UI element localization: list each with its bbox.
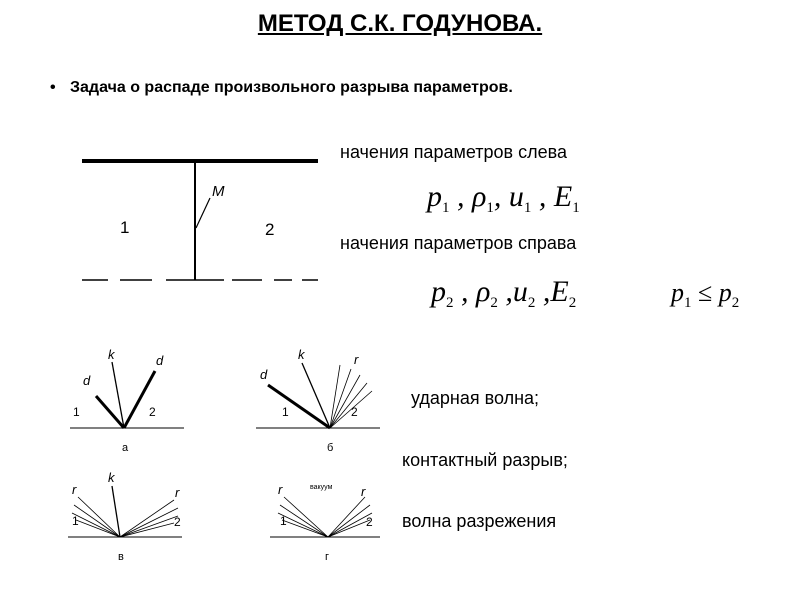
wave-label-k: k — [108, 347, 115, 362]
vacuum-label: вакуум — [310, 484, 333, 491]
left-params-formula: $p_1$ , $\rho_1$, $u_1$ , $E_1$ — [427, 180, 580, 216]
page-title: МЕТОД С.К. ГОДУНОВА. — [257, 10, 543, 37]
point-leader-line — [196, 198, 210, 228]
wave-label-d-right: d — [156, 353, 164, 368]
wave-label-d-left: d — [83, 373, 91, 388]
region-label-2: 2 — [174, 515, 181, 529]
region-label-2: 2 — [149, 405, 156, 419]
wave-diagram-g — [270, 470, 385, 580]
legend-contact-discontinuity: контактный разрыв; — [402, 450, 568, 470]
bullet-text: Задача о распаде произвольного разрыва параметров. — [70, 79, 513, 96]
region-label-right: 2 — [265, 220, 275, 239]
region-label-2: 2 — [351, 405, 358, 419]
region-label-1: 1 — [282, 405, 289, 419]
diagram-caption: а — [122, 442, 129, 454]
wave-label-d: d — [260, 367, 268, 382]
discontinuity-diagram — [80, 150, 325, 290]
wave-label-r-left: r — [72, 482, 77, 497]
region-label-1: 1 — [73, 405, 80, 419]
wave-label-r: r — [354, 352, 359, 367]
bullet-marker: • — [50, 79, 56, 96]
diagram-caption: г — [325, 551, 330, 563]
diagram-caption: в — [118, 551, 124, 563]
right-params-formula: $p_2$ , $\rho_2$ $,u_2$ $,E_2$ — [431, 275, 577, 311]
wave-label-r-left: r — [278, 482, 283, 497]
wave-diagram-v — [68, 470, 188, 580]
region-label-2: 2 — [366, 515, 373, 529]
legend-rarefaction-wave: волна разрежения — [402, 511, 557, 531]
rarefaction-fan-left — [72, 497, 120, 537]
left-params-heading: начения параметров слева — [340, 142, 567, 162]
wave-label-r-right: r — [175, 485, 180, 500]
legend-shock-wave: ударная волна; — [411, 388, 540, 408]
shock-line-left — [96, 396, 124, 428]
pressure-condition: $p_1 \le p_2$ — [671, 278, 740, 311]
rarefaction-fan-right — [120, 500, 178, 537]
wave-diagram-b — [256, 345, 386, 457]
region-label-1: 1 — [72, 514, 79, 528]
shock-line-right — [124, 371, 155, 428]
right-params-heading: начения параметров справа — [340, 233, 577, 253]
contact-line — [112, 486, 120, 537]
point-label: M — [212, 183, 225, 200]
diagram-caption: б — [327, 442, 334, 454]
wave-label-k: k — [298, 347, 305, 362]
wave-label-k: k — [108, 470, 115, 485]
wave-diagram-a — [70, 345, 190, 457]
region-label-left: 1 — [120, 218, 130, 237]
bullet-item — [50, 79, 513, 97]
region-label-1: 1 — [280, 514, 287, 528]
wave-label-r-right: r — [361, 484, 366, 499]
